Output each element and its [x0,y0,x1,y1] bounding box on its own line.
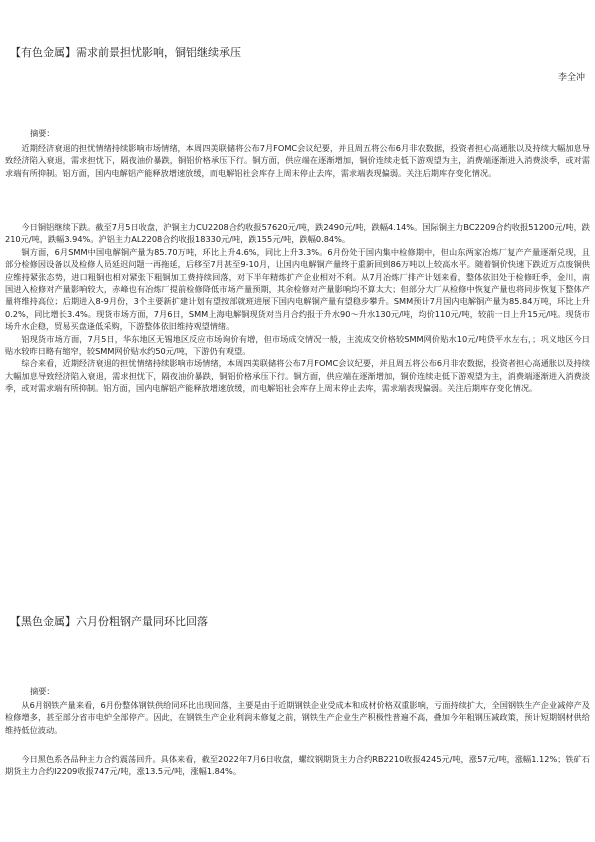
body-text-ferrous [5,753,590,778]
section-title-ferrous: 【黑色金属】六月份粗钢产量同环比回落 [10,615,208,628]
section-title-nonferrous: 【有色金属】需求前景担忧影响，铜铝继续承压 [10,46,241,59]
paragraph-summary: 综合来看，近期经济衰退的担忧情绪持续影响市场情绪，本周四美联储将公布7月FOMC会议纪要，并且周五将公布6月非农数据，投资者担心高通胀以及持续大幅加息导致经济陷入衰退，需求担忧下，隔夜油价暴跌，铜铝价格承压下行。铜方面，供应端在逐渐增加，铜价连续走低下游观望为主，消费端逐渐进入消费淡季，或对需求端有所抑制。铝方面，国内电解铝产能释放增速放缓，而电解铝社会库存上周末停止去库，需求端表现偏弱。关注后期库存变化情况。 [5,358,590,394]
abstract-text-nonferrous [5,142,590,179]
paragraph-prices: 今日铜铝继续下跌。截至7月5日收盘，沪铜主力CU2208合约收报57620元/吨，跌2490元/吨，跌幅4.14%。国际铜主力BC2209合约收报51200元/吨，跌210元/吨，跌幅3.94%。沪铝主力AL2208合约收报18330元/吨，跌155元/吨，跌幅0.84%。 [5,222,590,245]
paragraph-copper: 铜方面，6月SMM中国电解铜产量为85.70万吨，环比上升4.6%，同比上升3.3%。6月份处于国内集中检修期中，但山东两家冶炼厂复产产量逐渐兑现，且部分检修因设备以及检修人员延迟问题一再拖延，后移至7月甚至9-10月，让国内电解铜产量终于重新回到86万吨以上较高水平。随着铜价快速下跌近万点废铜供应维持紧张态势，进口粗铜也相对紧张下粗铜加工费持续回落，对下半年精炼扩产企业相对不利。从7月冶炼厂排产计划来看，整体依旧处于检修旺季，金川，南国进入检修对产量影响较大，赤峰也有冶炼厂提前检修降低市场产量预期，其余检修对产量影响均不算太大；但部分大厂从检修中恢复产量也将同步恢复下整体产量将维持高位；后期进入8-9月份，3个主要新扩建计划有望按部就班进展下国内电解铜产量有望稳步攀升。SMM预计7月国内电解铜产量为85.84万吨，环比上升0.2%，同比增长3.4%。现货市场方面，7月6日，SMM上海电解铜现货对当月合约报于升水90～升水130元/吨，均价110元/吨，较前一日上升15元/吨。现货市场升水企稳，贸易买盘逢低采购，下游整体依旧维持观望情绪。 [5,246,590,332]
abstract-label-ferrous: 摘要： [30,686,55,696]
abstract-paragraph-ferrous: 从6月钢铁产量来看，6月份整体钢铁供给同环比出现回落，主要是由于近期钢铁企业受成本和成材价格双重影响，亏面持续扩大，全国钢铁生产企业减停产及检修增多，甚至部分省市电炉全部停产。因此，在钢铁生产企业利润未修复之前，钢铁生产企业生产积极性普遍不高，叠加今年粗钢压减政策，预计短期钢材供给维持低位波动。 [5,700,590,735]
abstract-text-ferrous [5,699,590,736]
abstract-paragraph: 近期经济衰退的担忧情绪持续影响市场情绪，本周四美联储将公布7月FOMC会议纪要，并且周五将公布6月非农数据，投资者担心高通胀以及持续大幅加息导致经济陷入衰退，需求担忧下，隔夜油价暴跌，铜铝价格承压下行。铜方面，供应端在逐渐增加，铜价连续走低下游观望为主，消费端逐渐进入消费淡季，或对需求端有所抑制。铝方面，国内电解铝产能释放增速放缓，而电解铝社会库存上周末停止去库，需求端表现偏弱。关注后期库存变化情况。 [5,143,590,178]
abstract-label: 摘要： [30,128,55,138]
body-text-nonferrous [5,221,590,395]
author-name: 李全冲 [557,73,585,83]
paragraph-ferrous-prices: 今日黑色系各品种主力合约震荡回升。具体来看，截至2022年7月6日收盘，螺纹钢期货主力合约RB2210收报4245元/吨，涨57元/吨，涨幅1.12%；铁矿石期货主力合约I2209收报747元/吨，涨13.5元/吨，涨幅1.84%。 [5,754,590,777]
paragraph-aluminum: 铝现货市场方面，7月5日，华东地区无锡地区反应市场询价有增，但市场成交情况一般，主流成交价格较SMM网价贴水10元/吨贷平水左右，；巩义地区今日贴水较昨日略有缩窄，较SMM网价贴水约50元/吨，下游仍有观望。 [5,333,590,357]
